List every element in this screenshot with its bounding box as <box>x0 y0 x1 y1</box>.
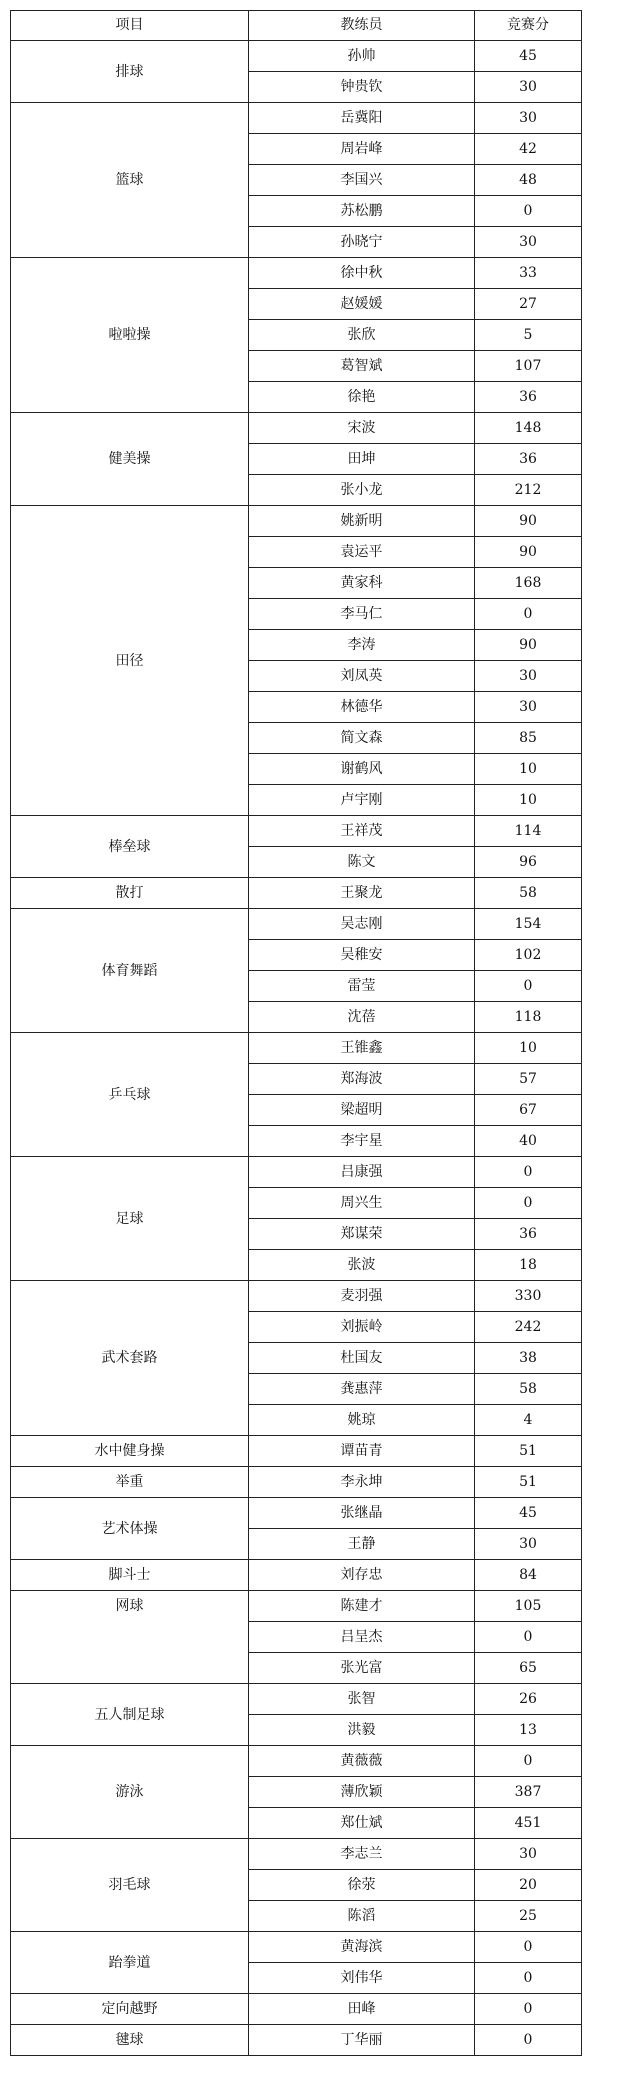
score-cell: 30 <box>475 72 582 103</box>
coach-cell: 吴志刚 <box>249 909 475 940</box>
table-row <box>11 506 582 537</box>
coach-cell: 李国兴 <box>249 165 475 196</box>
project-cell: 武术套路 <box>11 1281 249 1436</box>
score-cell: 0 <box>475 1157 582 1188</box>
score-cell: 20 <box>475 1870 582 1901</box>
coach-cell: 陈滔 <box>249 1901 475 1932</box>
table-row <box>11 1839 582 1870</box>
coach-cell: 简文森 <box>249 723 475 754</box>
score-cell: 45 <box>475 41 582 72</box>
score-cell: 36 <box>475 382 582 413</box>
project-cell: 脚斗士 <box>11 1560 249 1591</box>
score-cell: 30 <box>475 692 582 723</box>
score-cell: 30 <box>475 1839 582 1870</box>
score-cell: 107 <box>475 351 582 382</box>
table-row <box>11 1932 582 1963</box>
coach-cell: 张智 <box>249 1684 475 1715</box>
score-cell: 40 <box>475 1126 582 1157</box>
table-row <box>11 1591 582 1622</box>
score-cell: 5 <box>475 320 582 351</box>
score-cell: 212 <box>475 475 582 506</box>
score-cell: 13 <box>475 1715 582 1746</box>
coach-cell: 谢鹤风 <box>249 754 475 785</box>
score-cell: 90 <box>475 537 582 568</box>
score-cell: 30 <box>475 103 582 134</box>
table-row <box>11 1560 582 1591</box>
coach-cell: 杜国友 <box>249 1343 475 1374</box>
score-cell: 67 <box>475 1095 582 1126</box>
project-cell: 篮球 <box>11 103 249 258</box>
coach-cell: 李永坤 <box>249 1467 475 1498</box>
score-cell: 0 <box>475 971 582 1002</box>
coach-cell: 吕康强 <box>249 1157 475 1188</box>
coach-cell: 宋波 <box>249 413 475 444</box>
coach-cell: 钟贵钦 <box>249 72 475 103</box>
coach-cell: 岳冀阳 <box>249 103 475 134</box>
score-cell: 45 <box>475 1498 582 1529</box>
table-row <box>11 1157 582 1188</box>
coach-cell: 陈文 <box>249 847 475 878</box>
score-cell: 118 <box>475 1002 582 1033</box>
coach-cell: 谭苗青 <box>249 1436 475 1467</box>
coach-cell: 梁超明 <box>249 1095 475 1126</box>
score-cell: 10 <box>475 1033 582 1064</box>
table-row <box>11 1033 582 1064</box>
score-cell: 0 <box>475 1188 582 1219</box>
coach-cell: 苏松鹏 <box>249 196 475 227</box>
score-cell: 25 <box>475 1901 582 1932</box>
coach-cell: 王祥茂 <box>249 816 475 847</box>
coach-cell: 林德华 <box>249 692 475 723</box>
score-cell: 387 <box>475 1777 582 1808</box>
coach-cell: 刘凤英 <box>249 661 475 692</box>
coach-cell: 徐艳 <box>249 382 475 413</box>
coach-cell: 孙帅 <box>249 41 475 72</box>
coach-cell: 洪毅 <box>249 1715 475 1746</box>
coach-cell: 徐荥 <box>249 1870 475 1901</box>
score-cell: 242 <box>475 1312 582 1343</box>
score-cell: 58 <box>475 1374 582 1405</box>
table-row <box>11 1684 582 1715</box>
coach-cell: 周岩峰 <box>249 134 475 165</box>
project-cell: 田径 <box>11 506 249 816</box>
coach-cell: 王聚龙 <box>249 878 475 909</box>
coach-cell: 刘振岭 <box>249 1312 475 1343</box>
score-cell: 84 <box>475 1560 582 1591</box>
coach-cell: 黄海滨 <box>249 1932 475 1963</box>
project-cell: 定向越野 <box>11 1994 249 2025</box>
score-cell: 36 <box>475 1219 582 1250</box>
header-coach: 教练员 <box>249 11 475 41</box>
score-cell: 58 <box>475 878 582 909</box>
table-row <box>11 1498 582 1529</box>
score-cell: 105 <box>475 1591 582 1622</box>
project-cell: 毽球 <box>11 2025 249 2056</box>
project-cell: 健美操 <box>11 413 249 506</box>
table-row <box>11 41 582 72</box>
score-cell: 51 <box>475 1467 582 1498</box>
coach-score-table <box>10 10 582 2056</box>
project-cell: 乒乓球 <box>11 1033 249 1157</box>
header-row <box>11 11 582 41</box>
score-cell: 168 <box>475 568 582 599</box>
coach-cell: 田峰 <box>249 1994 475 2025</box>
coach-cell: 周兴生 <box>249 1188 475 1219</box>
project-cell: 五人制足球 <box>11 1684 249 1746</box>
score-cell: 330 <box>475 1281 582 1312</box>
score-cell: 85 <box>475 723 582 754</box>
score-cell: 42 <box>475 134 582 165</box>
coach-cell: 葛智斌 <box>249 351 475 382</box>
coach-cell: 姚新明 <box>249 506 475 537</box>
score-cell: 114 <box>475 816 582 847</box>
table-row <box>11 413 582 444</box>
coach-cell: 田坤 <box>249 444 475 475</box>
project-cell: 羽毛球 <box>11 1839 249 1932</box>
coach-cell: 徐中秋 <box>249 258 475 289</box>
project-cell: 足球 <box>11 1157 249 1281</box>
project-cell: 水中健身操 <box>11 1436 249 1467</box>
project-cell: 体育舞蹈 <box>11 909 249 1033</box>
table-row <box>11 909 582 940</box>
coach-cell: 黄薇薇 <box>249 1746 475 1777</box>
project-cell: 艺术体操 <box>11 1498 249 1560</box>
score-cell: 4 <box>475 1405 582 1436</box>
score-cell: 51 <box>475 1436 582 1467</box>
coach-cell: 麦羽强 <box>249 1281 475 1312</box>
coach-cell: 姚琼 <box>249 1405 475 1436</box>
score-cell: 18 <box>475 1250 582 1281</box>
coach-cell: 王锥鑫 <box>249 1033 475 1064</box>
score-cell: 10 <box>475 754 582 785</box>
table-row <box>11 878 582 909</box>
score-cell: 90 <box>475 506 582 537</box>
coach-cell: 吴稚安 <box>249 940 475 971</box>
table-row <box>11 1994 582 2025</box>
coach-cell: 赵媛媛 <box>249 289 475 320</box>
coach-cell: 郑海波 <box>249 1064 475 1095</box>
coach-cell: 卢宇刚 <box>249 785 475 816</box>
coach-cell: 龚惠萍 <box>249 1374 475 1405</box>
project-cell: 游泳 <box>11 1746 249 1839</box>
score-cell: 451 <box>475 1808 582 1839</box>
table-row <box>11 1746 582 1777</box>
score-cell: 0 <box>475 599 582 630</box>
table-row <box>11 816 582 847</box>
coach-cell: 李马仁 <box>249 599 475 630</box>
coach-cell: 吕呈杰 <box>249 1622 475 1653</box>
score-cell: 148 <box>475 413 582 444</box>
score-cell: 30 <box>475 227 582 258</box>
score-cell: 0 <box>475 1932 582 1963</box>
score-cell: 57 <box>475 1064 582 1095</box>
coach-cell: 郑谋荣 <box>249 1219 475 1250</box>
table-row <box>11 1281 582 1312</box>
score-cell: 48 <box>475 165 582 196</box>
coach-cell: 丁华丽 <box>249 2025 475 2056</box>
coach-cell: 张小龙 <box>249 475 475 506</box>
table-body <box>11 41 582 2056</box>
project-cell: 跆拳道 <box>11 1932 249 1994</box>
coach-cell: 王静 <box>249 1529 475 1560</box>
score-cell: 27 <box>475 289 582 320</box>
score-sheet <box>10 10 582 2056</box>
coach-cell: 张光富 <box>249 1653 475 1684</box>
score-cell: 0 <box>475 1746 582 1777</box>
coach-cell: 张欣 <box>249 320 475 351</box>
coach-cell: 李宇星 <box>249 1126 475 1157</box>
coach-cell: 刘存忠 <box>249 1560 475 1591</box>
coach-cell: 张波 <box>249 1250 475 1281</box>
table-row <box>11 258 582 289</box>
project-cell: 网球 <box>11 1591 249 1684</box>
score-cell: 26 <box>475 1684 582 1715</box>
coach-cell: 薄欣颖 <box>249 1777 475 1808</box>
score-cell: 102 <box>475 940 582 971</box>
score-cell: 33 <box>475 258 582 289</box>
coach-cell: 陈建才 <box>249 1591 475 1622</box>
score-cell: 30 <box>475 661 582 692</box>
score-cell: 154 <box>475 909 582 940</box>
project-cell: 啦啦操 <box>11 258 249 413</box>
table-row <box>11 1467 582 1498</box>
coach-cell: 孙晓宁 <box>249 227 475 258</box>
score-cell: 0 <box>475 1622 582 1653</box>
score-cell: 10 <box>475 785 582 816</box>
project-cell: 散打 <box>11 878 249 909</box>
header-project: 项目 <box>11 11 249 41</box>
score-cell: 0 <box>475 196 582 227</box>
coach-cell: 李志兰 <box>249 1839 475 1870</box>
score-cell: 0 <box>475 1963 582 1994</box>
score-cell: 65 <box>475 1653 582 1684</box>
table-row <box>11 2025 582 2056</box>
coach-cell: 沈蓓 <box>249 1002 475 1033</box>
coach-cell: 雷莹 <box>249 971 475 1002</box>
table-row <box>11 103 582 134</box>
project-cell: 排球 <box>11 41 249 103</box>
coach-cell: 刘伟华 <box>249 1963 475 1994</box>
project-cell: 举重 <box>11 1467 249 1498</box>
score-cell: 0 <box>475 2025 582 2056</box>
table-row <box>11 1436 582 1467</box>
score-cell: 38 <box>475 1343 582 1374</box>
score-cell: 96 <box>475 847 582 878</box>
score-cell: 30 <box>475 1529 582 1560</box>
coach-cell: 黄家科 <box>249 568 475 599</box>
score-cell: 90 <box>475 630 582 661</box>
coach-cell: 袁运平 <box>249 537 475 568</box>
coach-cell: 李涛 <box>249 630 475 661</box>
header-score: 竞赛分 <box>475 11 582 41</box>
coach-cell: 张继晶 <box>249 1498 475 1529</box>
project-cell: 棒垒球 <box>11 816 249 878</box>
score-cell: 0 <box>475 1994 582 2025</box>
coach-cell: 郑仕斌 <box>249 1808 475 1839</box>
score-cell: 36 <box>475 444 582 475</box>
